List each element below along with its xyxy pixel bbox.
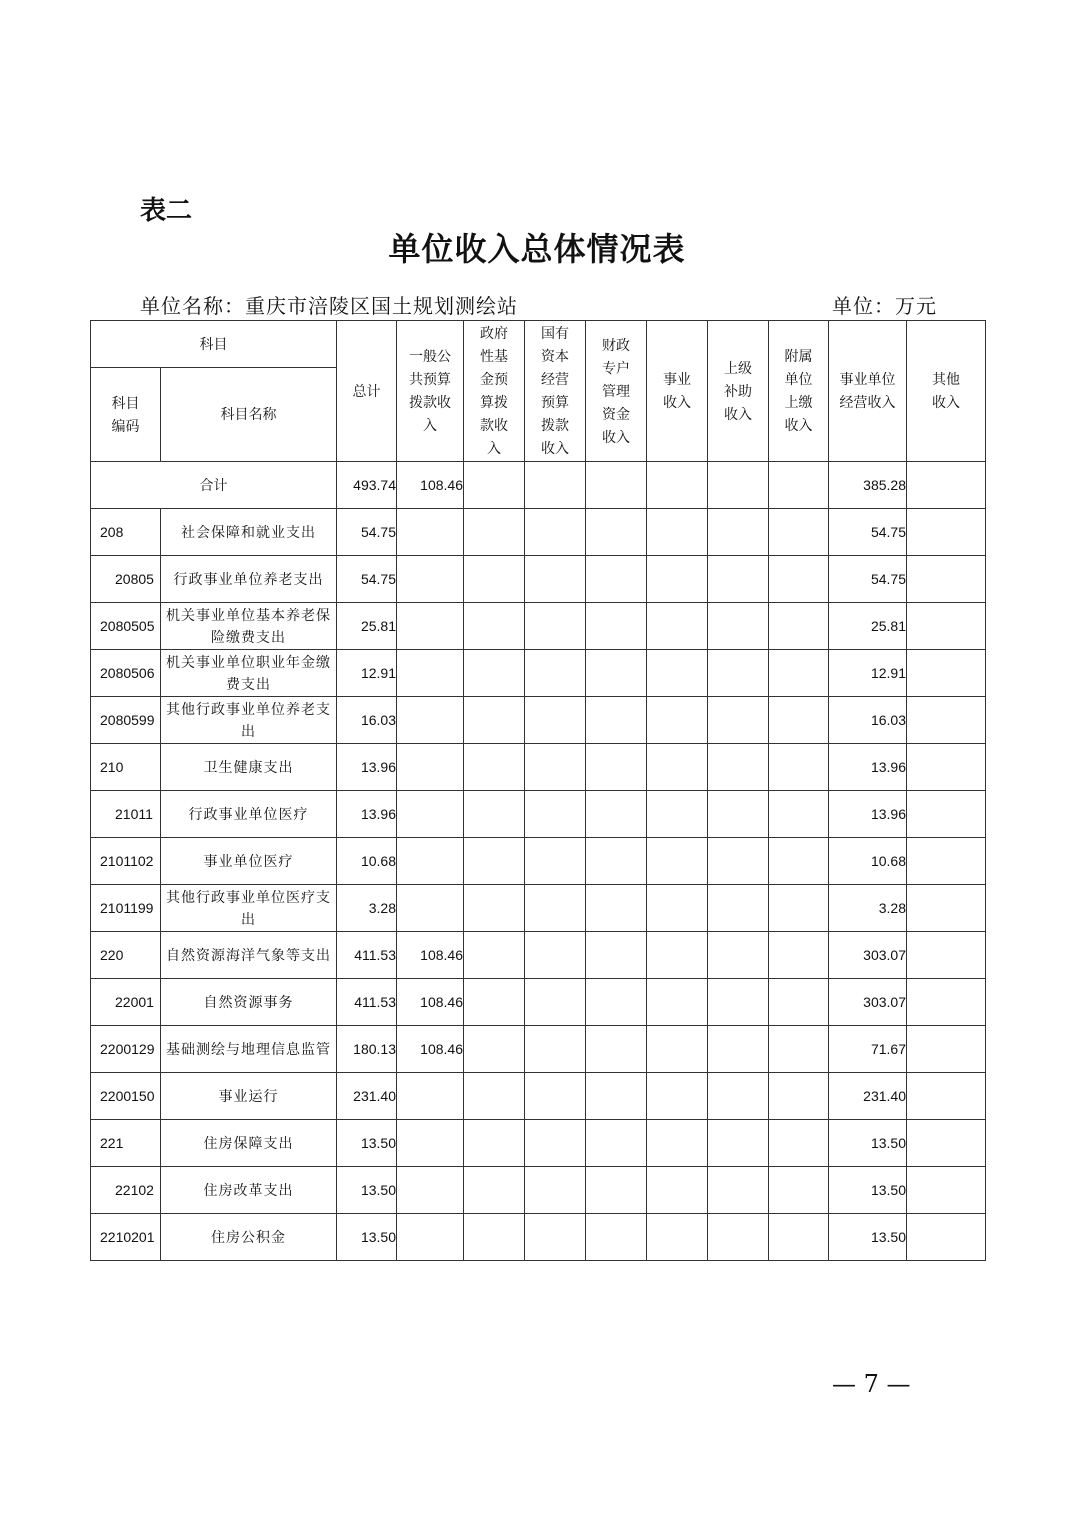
subject-code: 2080599: [91, 697, 161, 744]
header-fiscal-special: 财政专户管理资金收入: [586, 321, 647, 462]
total-cell: 231.40: [337, 1073, 397, 1120]
general-public-cell: [397, 1073, 464, 1120]
subject-code: 22102: [91, 1167, 161, 1214]
subject-code: 2101199: [91, 885, 161, 932]
subject-code: 2101102: [91, 838, 161, 885]
table-row: [91, 697, 986, 744]
general-public-cell: 108.46: [397, 462, 464, 509]
business-operation-cell: 385.28: [829, 462, 907, 509]
table-row: [91, 838, 986, 885]
business-operation-cell: 303.07: [829, 979, 907, 1026]
total-cell: 13.96: [337, 744, 397, 791]
subject-name: 住房保障支出: [161, 1120, 337, 1167]
general-public-cell: [397, 697, 464, 744]
subject-name: 行政事业单位养老支出: [161, 556, 337, 603]
table-row: [91, 1026, 986, 1073]
subject-code: 22001: [91, 979, 161, 1026]
total-cell: 16.03: [337, 697, 397, 744]
subject-name: 机关事业单位职业年金缴费支出: [161, 650, 337, 697]
general-public-cell: [397, 1120, 464, 1167]
business-operation-cell: 71.67: [829, 1026, 907, 1073]
header-other-income: 其他收入: [907, 321, 986, 462]
business-operation-cell: 303.07: [829, 932, 907, 979]
general-public-cell: [397, 1167, 464, 1214]
header-business-income: 事业收入: [647, 321, 708, 462]
business-operation-cell: 13.96: [829, 791, 907, 838]
subject-name: 卫生健康支出: [161, 744, 337, 791]
header-total: 总计: [337, 321, 397, 462]
table-row: [91, 1214, 986, 1261]
general-public-cell: [397, 744, 464, 791]
total-cell: 13.50: [337, 1120, 397, 1167]
total-cell: 13.50: [337, 1167, 397, 1214]
general-public-cell: [397, 885, 464, 932]
total-cell: 10.68: [337, 838, 397, 885]
subject-name: 事业单位医疗: [161, 838, 337, 885]
general-public-cell: [397, 556, 464, 603]
subject-name: 社会保障和就业支出: [161, 509, 337, 556]
header-subject: 科目: [91, 321, 337, 368]
header-general-public: 一般公共预算拨款收入: [397, 321, 464, 462]
unit-name: 单位名称：重庆市涪陵区国土规划测绘站: [140, 294, 518, 318]
subject-code: 2080505: [91, 603, 161, 650]
business-operation-cell: 3.28: [829, 885, 907, 932]
business-operation-cell: 12.91: [829, 650, 907, 697]
subject-name: 行政事业单位医疗: [161, 791, 337, 838]
subject-code: 221: [91, 1120, 161, 1167]
table-row: [91, 1073, 986, 1120]
business-operation-cell: 13.50: [829, 1120, 907, 1167]
subject-code: 21011: [91, 791, 161, 838]
general-public-cell: 108.46: [397, 979, 464, 1026]
general-public-cell: 108.46: [397, 1026, 464, 1073]
general-public-cell: [397, 791, 464, 838]
header-affiliated-payment: 附属单位上缴收入: [769, 321, 829, 462]
table-row: [91, 885, 986, 932]
subject-name: 自然资源海洋气象等支出: [161, 932, 337, 979]
unit-label: 单位：万元: [832, 294, 937, 318]
subject-name: 其他行政事业单位养老支出: [161, 697, 337, 744]
total-cell: 411.53: [337, 932, 397, 979]
header-subject-code: 科目编码: [91, 368, 161, 462]
income-table: [90, 320, 986, 1261]
total-cell: 13.50: [337, 1214, 397, 1261]
business-operation-cell: 16.03: [829, 697, 907, 744]
subject-code: 2210201: [91, 1214, 161, 1261]
header-superior-subsidy: 上级补助收入: [708, 321, 769, 462]
table-row: [91, 509, 986, 556]
subject-name: 机关事业单位基本养老保险缴费支出: [161, 603, 337, 650]
business-operation-cell: 54.75: [829, 556, 907, 603]
subject-code: 210: [91, 744, 161, 791]
business-operation-cell: 10.68: [829, 838, 907, 885]
page-number: — 7 —: [832, 1370, 911, 1398]
header-state-capital: 国有资本经营预算拨款收入: [525, 321, 586, 462]
subject-name: 事业运行: [161, 1073, 337, 1120]
table-row: [91, 603, 986, 650]
business-operation-cell: 13.50: [829, 1167, 907, 1214]
subject-code: 2200129: [91, 1026, 161, 1073]
general-public-cell: 108.46: [397, 932, 464, 979]
subject-code: 2080506: [91, 650, 161, 697]
general-public-cell: [397, 603, 464, 650]
subject-name: 其他行政事业单位医疗支出: [161, 885, 337, 932]
total-cell: 13.96: [337, 791, 397, 838]
total-cell: 3.28: [337, 885, 397, 932]
total-row: [91, 462, 986, 509]
total-cell: 180.13: [337, 1026, 397, 1073]
business-operation-cell: 54.75: [829, 509, 907, 556]
subject-code: 208: [91, 509, 161, 556]
business-operation-cell: 13.96: [829, 744, 907, 791]
table-row: [91, 744, 986, 791]
table-label: 表二: [140, 196, 193, 226]
table-row: [91, 1167, 986, 1214]
table-row: [91, 932, 986, 979]
total-cell: 54.75: [337, 509, 397, 556]
header-subject-name: 科目名称: [161, 368, 337, 462]
general-public-cell: [397, 509, 464, 556]
header-gov-fund: 政府性基金预算拨款收入: [464, 321, 525, 462]
subject-name: 自然资源事务: [161, 979, 337, 1026]
subject-name: 住房公积金: [161, 1214, 337, 1261]
business-operation-cell: 25.81: [829, 603, 907, 650]
total-label: 合计: [91, 462, 337, 509]
table-row: [91, 556, 986, 603]
table-row: [91, 979, 986, 1026]
total-cell: 25.81: [337, 603, 397, 650]
page-title: 单位收入总体情况表: [388, 230, 686, 268]
business-operation-cell: 13.50: [829, 1214, 907, 1261]
table-row: [91, 650, 986, 697]
total-cell: 493.74: [337, 462, 397, 509]
general-public-cell: [397, 838, 464, 885]
total-cell: 411.53: [337, 979, 397, 1026]
subject-name: 基础测绘与地理信息监管: [161, 1026, 337, 1073]
table-row: [91, 1120, 986, 1167]
header-business-operation: 事业单位经营收入: [829, 321, 907, 462]
total-cell: 54.75: [337, 556, 397, 603]
subject-code: 2200150: [91, 1073, 161, 1120]
subject-code: 220: [91, 932, 161, 979]
subject-code: 20805: [91, 556, 161, 603]
business-operation-cell: 231.40: [829, 1073, 907, 1120]
general-public-cell: [397, 1214, 464, 1261]
total-cell: 12.91: [337, 650, 397, 697]
general-public-cell: [397, 650, 464, 697]
subject-name: 住房改革支出: [161, 1167, 337, 1214]
table-row: [91, 791, 986, 838]
